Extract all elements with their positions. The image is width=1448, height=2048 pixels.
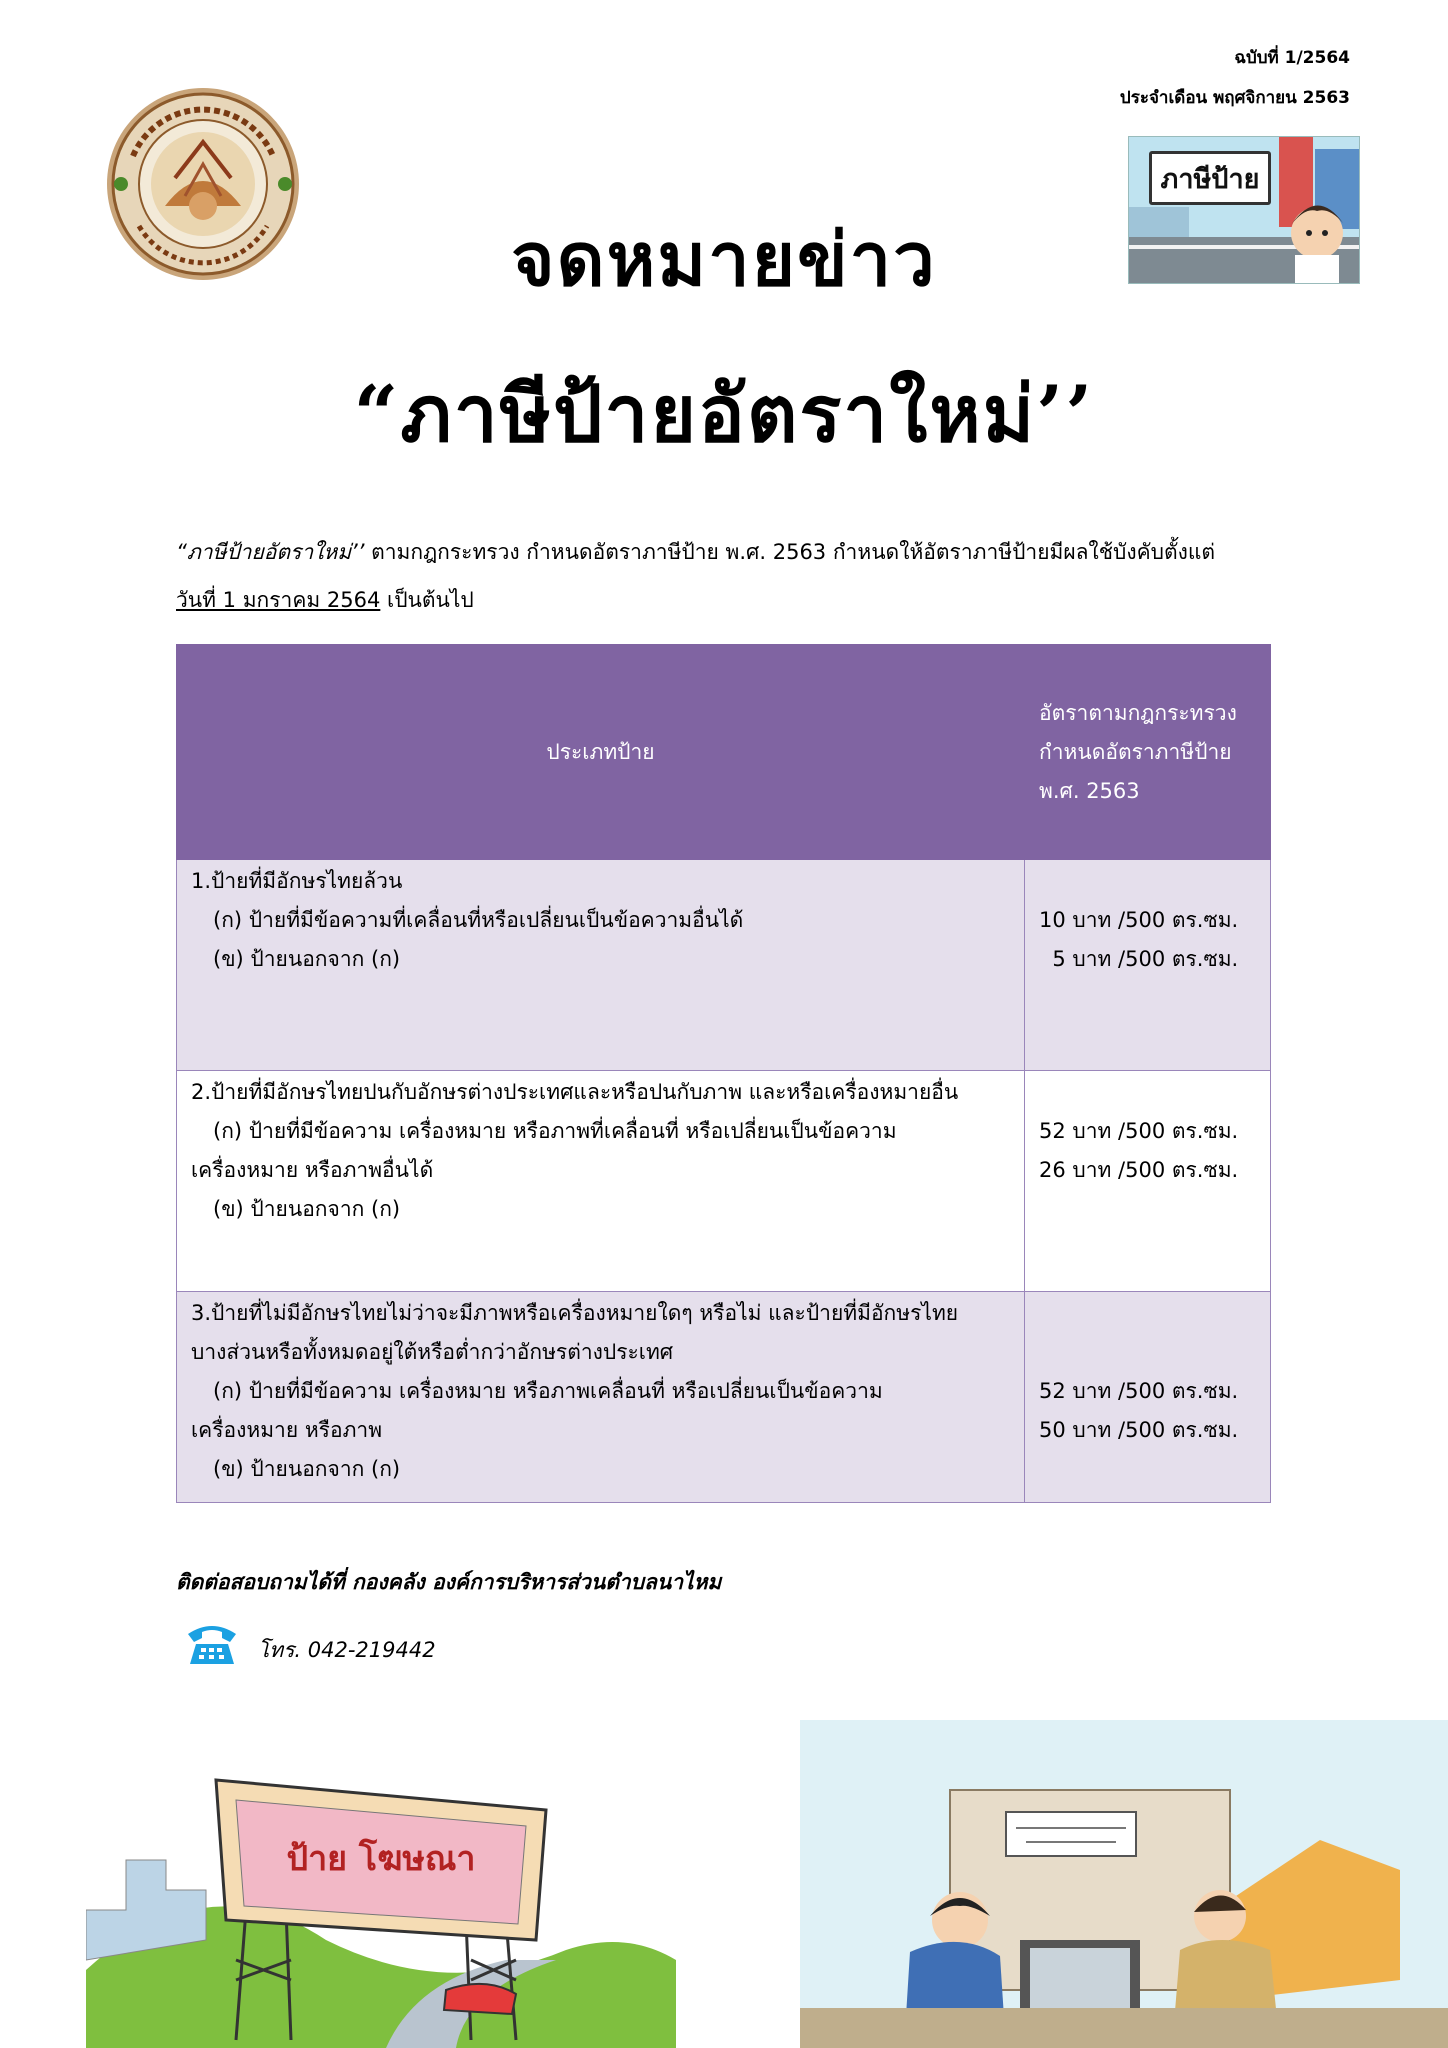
newsletter-title: จดหมายข่าว [511, 217, 937, 303]
sign-type-line: บางส่วนหรือทั้งหมดอยู่ใต้หรือต่ำกว่าอักษรต่างประเทศ [191, 1340, 674, 1364]
header-rate [1025, 645, 1271, 860]
issue-number: ฉบับที่ 1/2564 [1234, 48, 1350, 68]
rate-line: 10 บาท /500 ตร.ซม. [1039, 908, 1239, 932]
sign-type-line: (ก) ป้ายที่มีข้อความ เครื่องหมาย หรือภาพเคลื่อนที่ หรือเปลี่ยนเป็นข้อความ [213, 1379, 883, 1403]
billboard-sign-text: ป้าย โฆษณา [286, 1839, 476, 1879]
header-rate-line: อัตราตามกฎกระทรวง [1039, 700, 1237, 725]
contact-info: ติดต่อสอบถามได้ที่ กองคลัง องค์การบริหารส่วนตำบลนาไหม [176, 1570, 722, 1594]
sign-type-line: (ก) ป้ายที่มีข้อความที่เคลื่อนที่หรือเปลี่ยนเป็นข้อความอื่นได้ [213, 908, 744, 932]
sign-type-cell [177, 1071, 1025, 1292]
header-sign-type: ประเภทป้าย [177, 645, 1025, 860]
rate-cell [1025, 860, 1271, 1071]
header-rate-line: กำหนดอัตราภาษีป้าย [1039, 739, 1232, 764]
sign-tax-rate-table [176, 644, 1271, 1503]
badge-label: ภาษีป้าย [1149, 151, 1271, 205]
sign-type-line: (ข) ป้ายนอกจาก (ก) [213, 947, 401, 971]
billboard-illustration [86, 1740, 676, 2048]
table-row [177, 1292, 1271, 1503]
sign-type-line: เครื่องหมาย หรือภาพอื่นได้ [191, 1158, 434, 1182]
effective-date: วันที่ 1 มกราคม 2564 [176, 588, 381, 612]
sign-type-cell [177, 860, 1025, 1071]
telephone-icon [184, 1620, 240, 1666]
newsletter-subtitle: “ภาษีป้ายอัตราใหม่’’ [353, 369, 1095, 460]
table-row [177, 860, 1271, 1071]
sign-type-line: (ข) ป้ายนอกจาก (ก) [213, 1457, 401, 1481]
phone-number: โทร. 042-219442 [258, 1638, 436, 1662]
intro-tail: เป็นต้นไป [380, 588, 474, 612]
rate-cell [1025, 1292, 1271, 1503]
rate-line: 50 บาท /500 ตร.ซม. [1039, 1418, 1239, 1442]
issue-month: ประจำเดือน พฤศจิกายน 2563 [1119, 88, 1350, 108]
rate-cell [1025, 1071, 1271, 1292]
sign-type-line: 3.ป้ายที่ไม่มีอักษรไทยไม่ว่าจะมีภาพหรือเครื่องหมายใดๆ หรือไม่ และป้ายที่มีอักษรไทย [191, 1301, 959, 1325]
table-row [177, 1071, 1271, 1292]
rate-line: 52 บาท /500 ตร.ซม. [1039, 1119, 1239, 1143]
rate-line: 26 บาท /500 ตร.ซม. [1039, 1158, 1239, 1182]
intro-text: ตามกฎกระทรวง กำหนดอัตราภาษีป้าย พ.ศ. 2563 กำหนดให้อัตราภาษีป้ายมีผลใช้บังคับตั้งแต่ [364, 540, 1216, 564]
sign-type-line: 1.ป้ายที่มีอักษรไทยล้วน [191, 869, 403, 893]
sign-type-line: 2.ป้ายที่มีอักษรไทยปนกับอักษรต่างประเทศและหรือปนกับภาพ และหรือเครื่องหมายอื่น [191, 1080, 959, 1104]
sign-type-line: เครื่องหมาย หรือภาพ [191, 1418, 383, 1442]
intro-lead: “ภาษีป้ายอัตราใหม่’’ [176, 540, 365, 564]
tax-office-illustration [800, 1720, 1448, 2048]
header-rate-line: พ.ศ. 2563 [1039, 778, 1140, 803]
intro-paragraph [176, 528, 1271, 624]
rate-line: 52 บาท /500 ตร.ซม. [1039, 1379, 1239, 1403]
table-header-row [177, 645, 1271, 860]
rate-line: 5 บาท /500 ตร.ซม. [1039, 947, 1239, 971]
sign-type-line: (ก) ป้ายที่มีข้อความ เครื่องหมาย หรือภาพที่เคลื่อนที่ หรือเปลี่ยนเป็นข้อความ [213, 1119, 897, 1143]
sign-type-cell [177, 1292, 1025, 1503]
sign-type-line: (ข) ป้ายนอกจาก (ก) [213, 1197, 401, 1221]
